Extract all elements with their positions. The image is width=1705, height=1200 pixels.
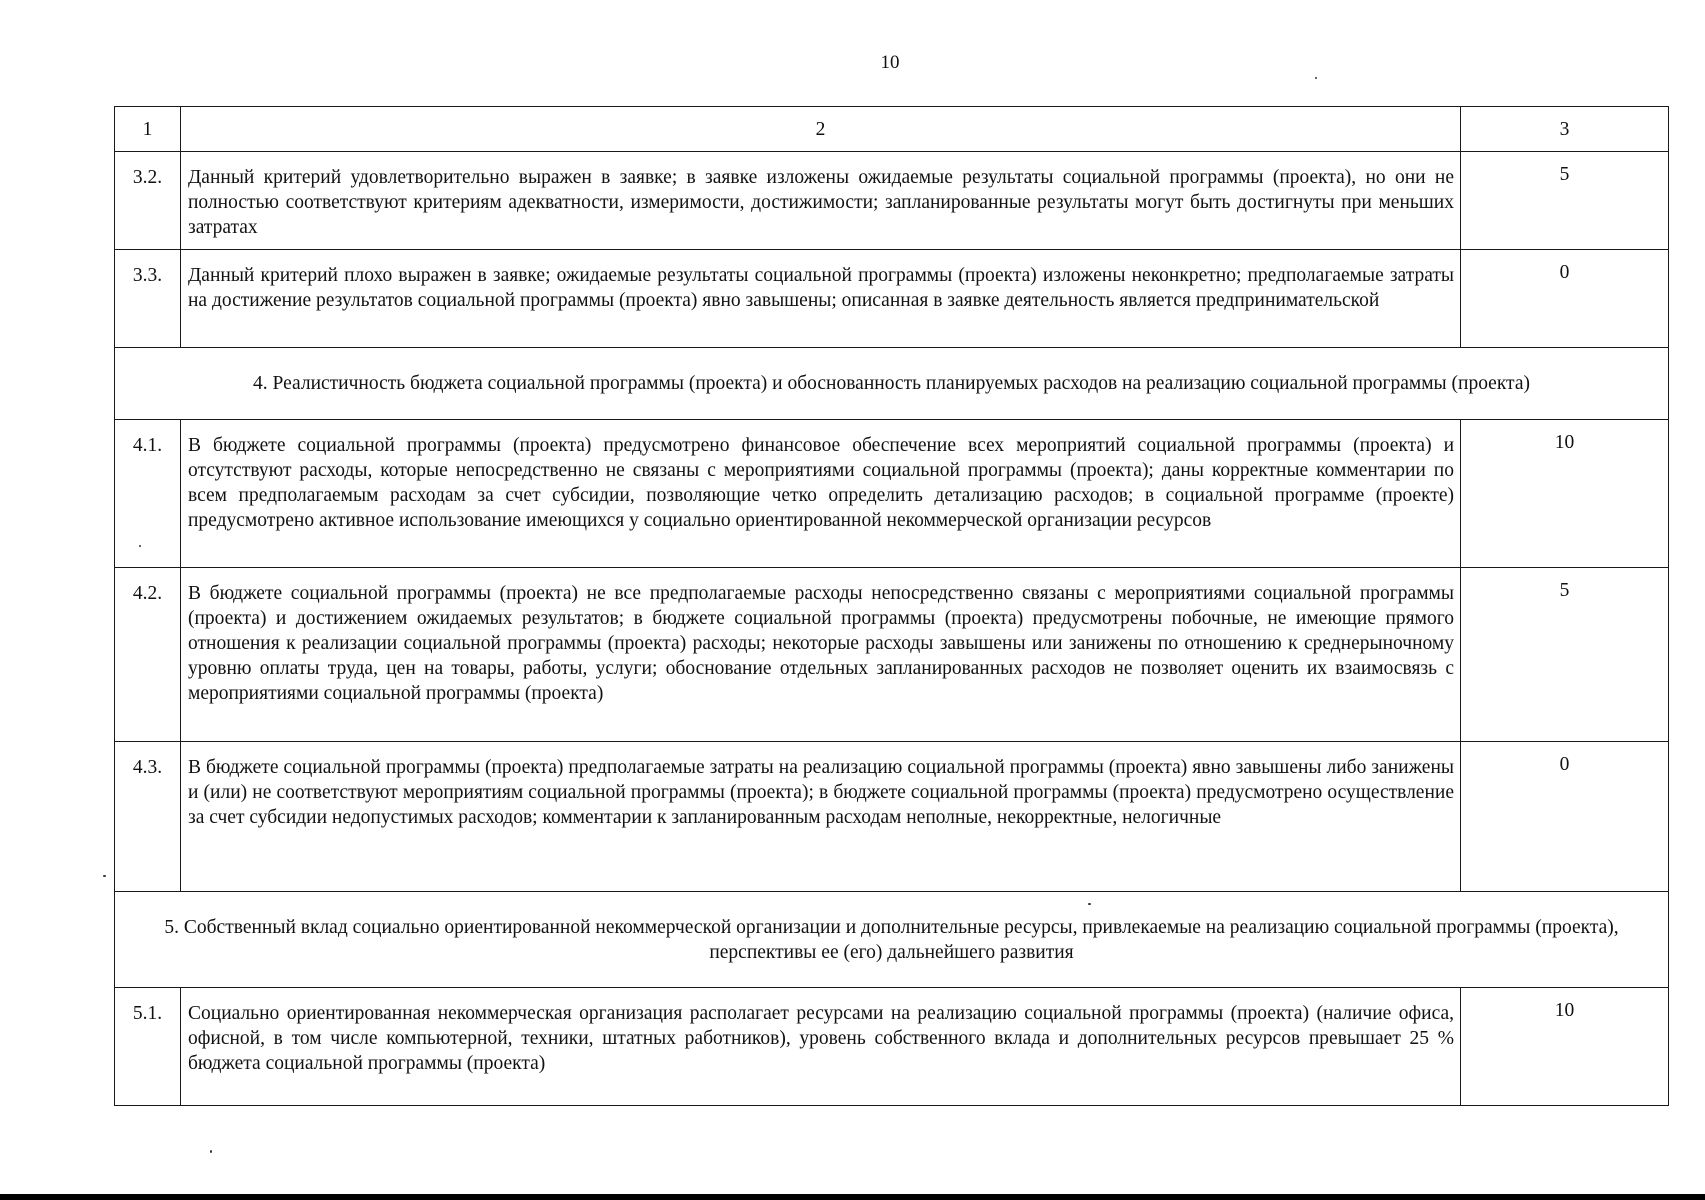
header-cell-score: 3 (1461, 107, 1669, 152)
criterion-number: 4.2. (115, 568, 181, 742)
section-heading-row (115, 892, 1669, 988)
table-row (115, 152, 1669, 250)
scan-speck (1088, 903, 1091, 905)
criterion-score: 10 (1461, 420, 1669, 568)
criterion-score: 10 (1461, 988, 1669, 1106)
section-heading: 5. Собственный вклад социально ориентированной некоммерческой организации и дополнительные ресурсы, привлекаемые на реализацию социальной программы (проекта), перспективы ее (его) дальнейшего развития (115, 892, 1669, 988)
table-row (115, 742, 1669, 892)
table-row (115, 568, 1669, 742)
criterion-description: Данный критерий удовлетворительно выражен в заявке; в заявке изложены ожидаемые результаты социальной программы (проекта), но они не полностью соответствуют критериям адекватности, измеримости, достижимости; запланированные результаты могут быть достигнуты при меньших затратах (181, 152, 1461, 250)
criterion-number: 5.1. (115, 988, 181, 1106)
scan-speck (103, 875, 106, 877)
table-header-row (115, 107, 1669, 152)
criterion-score: 0 (1461, 250, 1669, 348)
scan-edge-bar (0, 1194, 1705, 1200)
criterion-description: В бюджете социальной программы (проекта) не все предполагаемые расходы непосредственно связаны с мероприятиями социальной программы (проекта) и достижением ожидаемых результатов; в бюджете социальной программы (проекта) предусмотрены побочные, не имеющие прямого отношения к реализации социальной программы (проекта) расходы; некоторые расходы завышены или занижены по отношению к среднерыночному уровню оплаты труда, цен на товары, работы, услуги; обоснование отдельных запланированных расходов не позволяет оценить их взаимосвязь с мероприятиями социальной программы (проекта) (181, 568, 1461, 742)
criterion-number: 3.3. (115, 250, 181, 348)
criterion-description: В бюджете социальной программы (проекта) предполагаемые затраты на реализацию социальной программы (проекта) явно завышены либо занижены и (или) не соответствуют мероприятиям социальной программы (проекта); в бюджете социальной программы (проекта) предусмотрено осуществление за счет субсидии недопустимых расходов; комментарии к запланированным расходам неполные, некорректные, нелогичные (181, 742, 1461, 892)
header-cell-description: 2 (181, 107, 1461, 152)
scan-speck (1315, 77, 1317, 79)
criteria-table (114, 106, 1669, 1106)
criterion-score: 5 (1461, 152, 1669, 250)
scan-speck (139, 545, 141, 547)
criterion-description: Данный критерий плохо выражен в заявке; ожидаемые результаты социальной программы (проекта) изложены неконкретно; предполагаемые затраты на достижение результатов социальной программы (проекта) явно завышены; описанная в заявке деятельность является предпринимательской (181, 250, 1461, 348)
criterion-description: Социально ориентированная некоммерческая организация располагает ресурсами на реализацию социальной программы (проекта) (наличие офиса, офисной, в том числе компьютерной, техники, штатных работников), уровень собственного вклада и дополнительных ресурсов превышает 25 % бюджета социальной программы (проекта) (181, 988, 1461, 1106)
table-row (115, 988, 1669, 1106)
criterion-score: 5 (1461, 568, 1669, 742)
page-number: 10 (880, 52, 900, 73)
criterion-number: 4.1. (115, 420, 181, 568)
table-row (115, 250, 1669, 348)
section-heading: 4. Реалистичность бюджета социальной программы (проекта) и обоснованность планируемых расходов на реализацию социальной программы (проекта) (115, 348, 1669, 420)
criterion-description: В бюджете социальной программы (проекта) предусмотрено финансовое обеспечение всех мероприятий социальной программы (проекта) и отсутствуют расходы, которые непосредственно не связаны с мероприятиями социальной программы (проекта); даны корректные комментарии по всем предполагаемым расходам за счет субсидии, позволяющие четко определить детализацию расходов; в социальной программе (проекте) предусмотрено активное использование имеющихся у социально ориентированной некоммерческой организации ресурсов (181, 420, 1461, 568)
table-row (115, 420, 1669, 568)
header-cell-number: 1 (115, 107, 181, 152)
criterion-score: 0 (1461, 742, 1669, 892)
scan-speck (210, 1150, 212, 1153)
criterion-number: 3.2. (115, 152, 181, 250)
section-heading-row (115, 348, 1669, 420)
criterion-number: 4.3. (115, 742, 181, 892)
